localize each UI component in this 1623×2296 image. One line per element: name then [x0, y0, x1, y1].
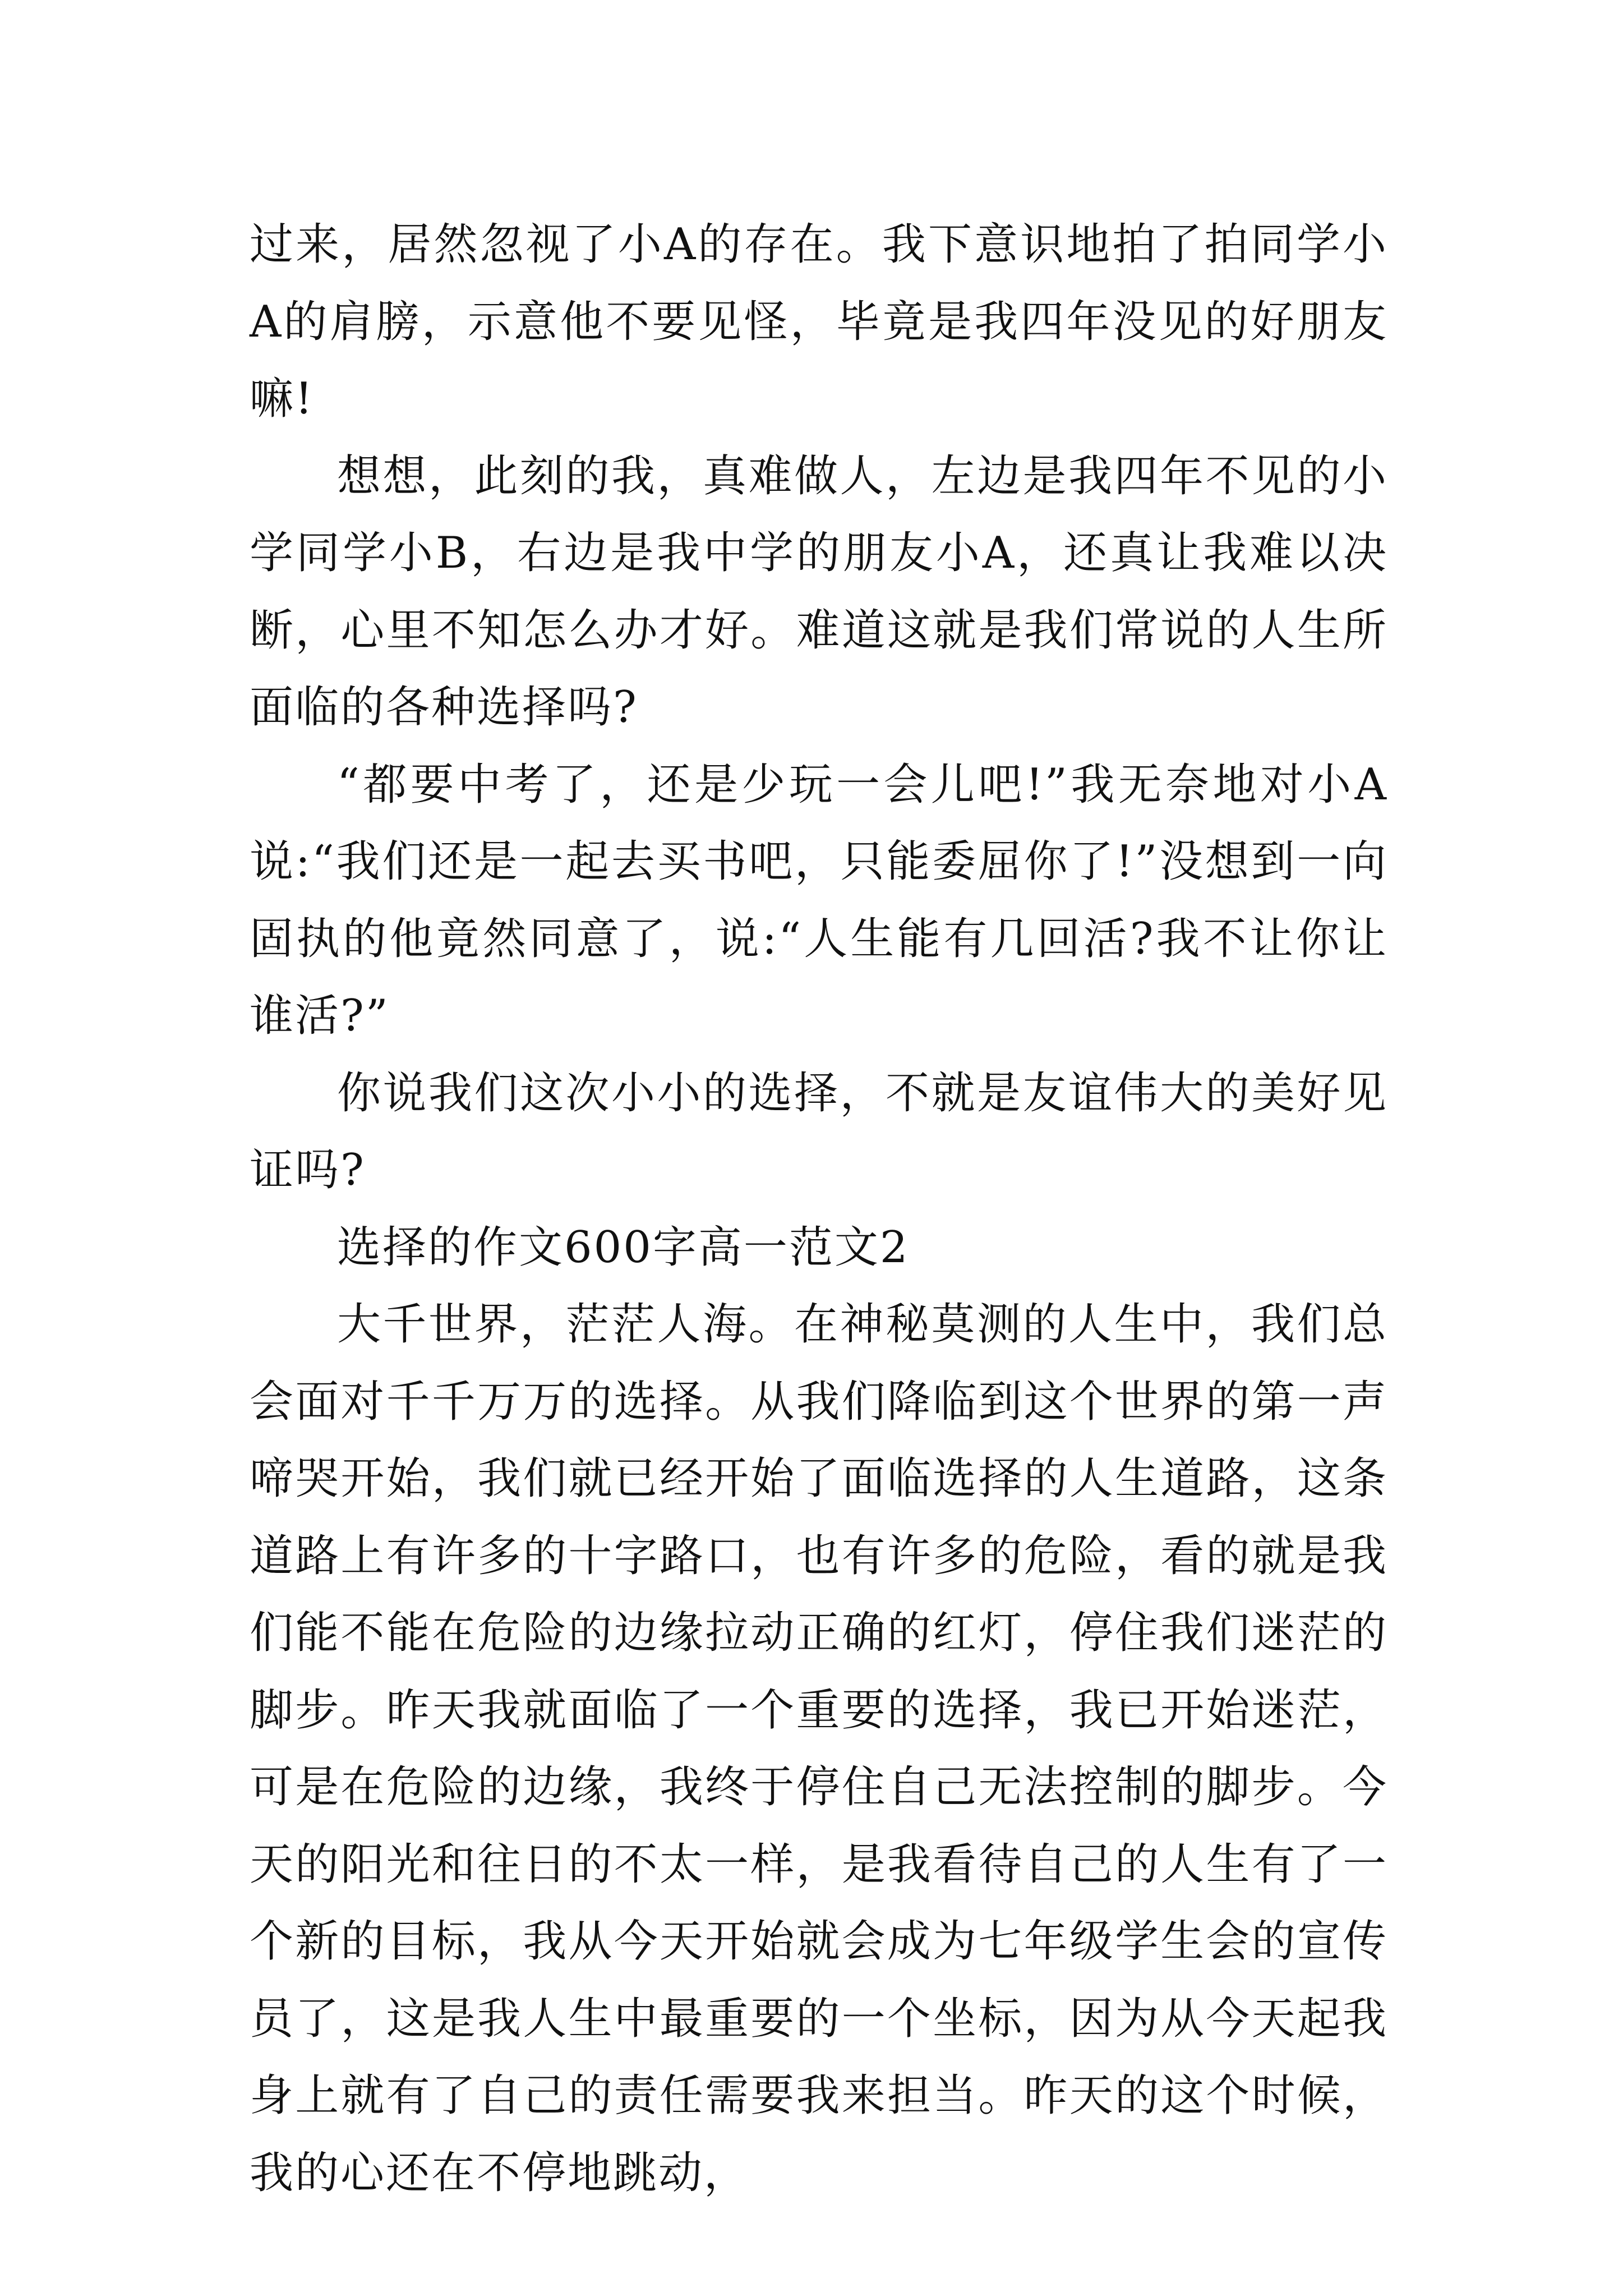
paragraph: 想想，此刻的我，真难做人，左边是我四年不见的小学同学小B，右边是我中学的朋友小A，还真让我难以决断，心里不知怎么办才好。难道这就是我们常说的人生所面临的各种选择吗? [250, 450, 1388, 733]
section-heading: 选择的作文600字高一范文2 [337, 1222, 910, 1273]
paragraph: 过来，居然忽视了小A的存在。我下意识地拍了拍同学小A的肩膀，示意他不要见怪，毕竟是我四年没见的好朋友嘛! [250, 219, 1388, 424]
document-body [250, 206, 1388, 2212]
paragraph: “都要中考了，还是少玩一会儿吧!”我无奈地对小A说:“我们还是一起去买书吧，只能委屈你了!”没想到一向固执的他竟然同意了，说:“人生能有几回活?我不让你让谁活?” [250, 759, 1388, 1041]
paragraph: 你说我们这次小小的选择，不就是友谊伟大的美好见证吗? [250, 1068, 1388, 1195]
paragraph: 大千世界，茫茫人海。在神秘莫测的人生中，我们总会面对千千万万的选择。从我们降临到这个世界的第一声啼哭开始，我们就已经开始了面临选择的人生道路，这条道路上有许多的十字路口，也有许多的危险，看的就是我们能不能在危险的边缘拉动正确的红灯，停住我们迷茫的脚步。昨天我就面临了一个重要的选择，我已开始迷茫，可是在危险的边缘，我终于停住自己无法控制的脚步。今天的阳光和往日的不太一样，是我看待自己的人生有了一个新的目标，我从今天开始就会成为七年级学生会的宣传员了，这是我人生中最重要的一个坐标，因为从今天起我身上就有了自己的责任需要我来担当。昨天的这个时候，我的心还在不停地跳动， [250, 1299, 1388, 2198]
